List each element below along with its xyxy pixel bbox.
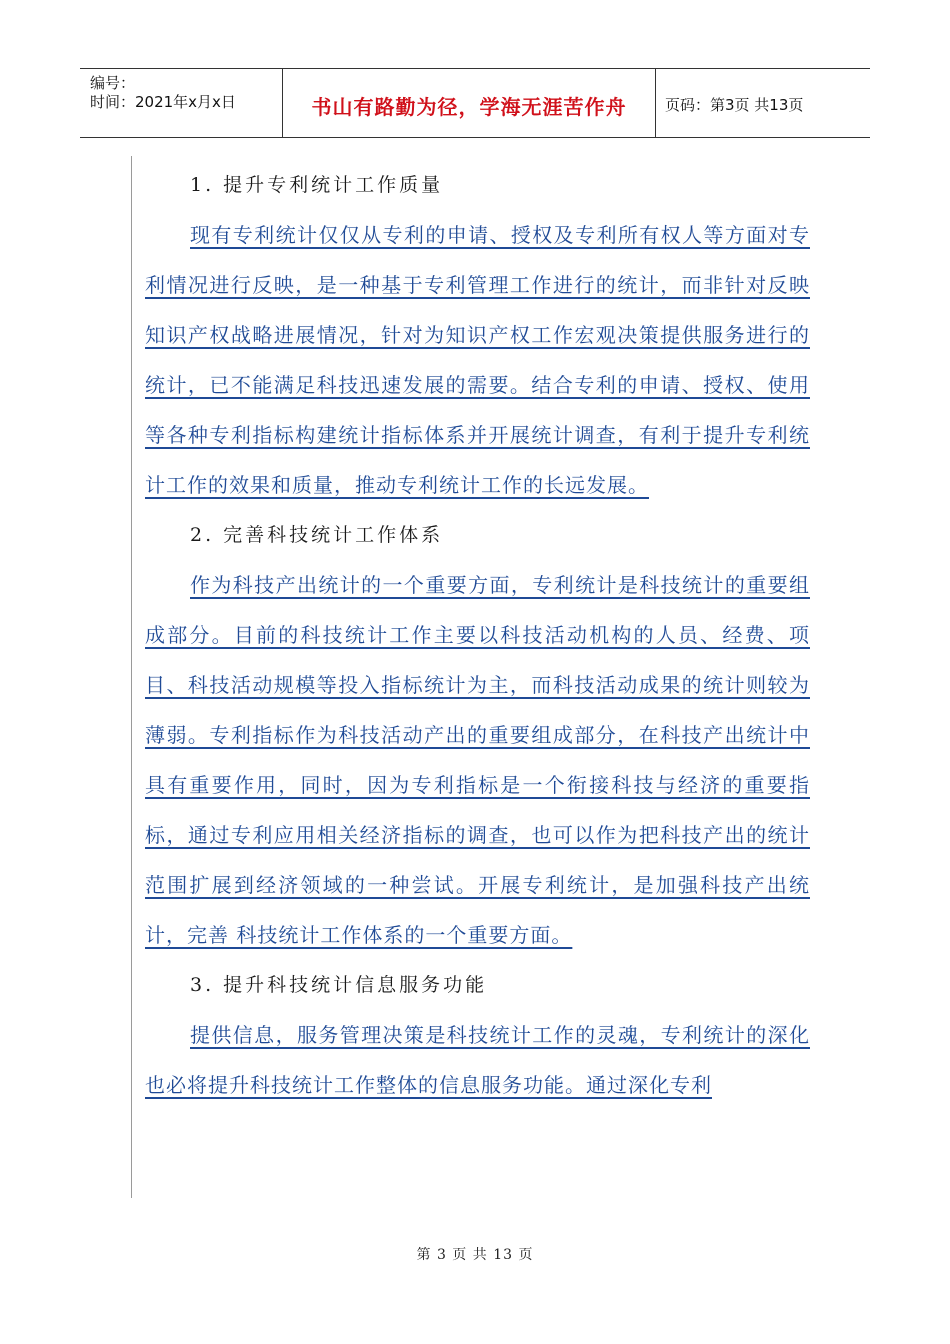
document-date-label: 时间：2021年x月x日 (90, 93, 236, 111)
page-footer: 第 3 页 共 13 页 (416, 1247, 534, 1263)
left-margin-line (131, 156, 132, 1198)
section-heading-3: 3. 提升科技统计信息服务功能 (190, 974, 488, 996)
section-heading-1: 1. 提升专利统计工作质量 (190, 174, 444, 196)
section-paragraph-2: 作为科技产出统计的一个重要方面，专利统计是科技统计的重要组成部分。目前的科技统计工作主要以科技活动机构的人员、经费、项目、科技活动规模等投入指标统计为主，而科技活动成果的统计则较为薄弱。专利指标作为科技活动产出的重要组成部分，在科技产出统计中具有重要作用，同时，因为专利指标是一个衔接科技与经济的重要指标，通过专利应用相关经济指标的调查，也可以作为把科技产出的统计范围扩展到经济领域的一种尝试。开展专利统计，是加强科技产出统计，完善 科技统计工作体系的一个重要方面。 (145, 573, 810, 947)
document-number-label: 编号： (90, 74, 136, 92)
header-motto-cell (282, 69, 656, 137)
section-heading-2: 2. 完善科技统计工作体系 (190, 524, 444, 546)
section-paragraph-1: 现有专利统计仅仅从专利的申请、授权及专利所有权人等方面对专利情况进行反映，是一种基于专利管理工作进行的统计，而非针对反映知识产权战略进展情况，针对为知识产权工作宏观决策提供服务进行的统计，已不能满足科技迅速发展的需要。结合专利的申请、授权、使用等各种专利指标构建统计指标体系并开展统计调查，有利于提升专利统计工作的效果和质量，推动专利统计工作的长远发展。 (145, 223, 810, 497)
header-info-cell (80, 69, 282, 137)
header-motto: 书山有路勤为径，学海无涯苦作舟 (311, 95, 627, 119)
document-header (80, 68, 870, 138)
header-page-cell (655, 69, 870, 137)
section-paragraph-3: 提供信息，服务管理决策是科技统计工作的灵魂，专利统计的深化也必将提升科技统计工作整体的信息服务功能。通过深化专利 (145, 1023, 810, 1097)
document-body (145, 160, 810, 1110)
header-page-info: 页码：第3页 共13页 (665, 96, 804, 114)
